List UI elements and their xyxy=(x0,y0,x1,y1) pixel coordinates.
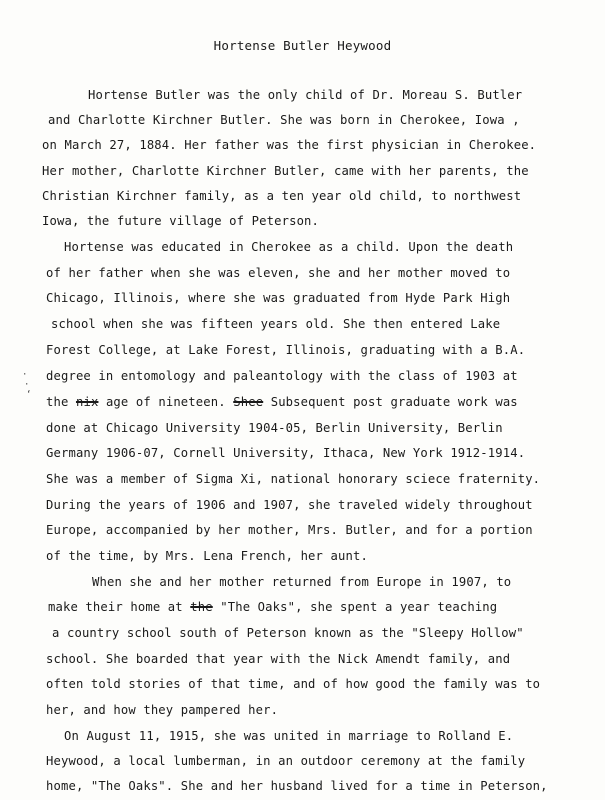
text-line: Forest College, at Lake Forest, Illinois, graduating with a B.A. xyxy=(46,343,526,357)
text-fragment: make their home at xyxy=(48,600,183,614)
text-line: often told stories of that time, and of how good the family was to xyxy=(46,677,541,691)
text-line: home, "The Oaks". She and her husband lived for a time in Peterson, xyxy=(46,779,548,793)
text-line-with-strikeout xyxy=(48,600,497,614)
text-line: a country school south of Peterson known as the "Sleepy Hollow" xyxy=(52,626,524,640)
text-line: On August 11, 1915, she was united in marriage to Rolland E. xyxy=(64,729,514,743)
struck-out-text: nix xyxy=(75,395,99,409)
text-line: Hortense was educated in Cherokee as a child. Upon the death xyxy=(64,240,514,254)
margin-mark: · xyxy=(22,370,28,380)
text-fragment: age of nineteen. xyxy=(105,395,226,409)
page-title: Hortense Butler Heywood xyxy=(213,38,392,53)
text-line: on March 27, 1884. Her father was the first physician in Cherokee. xyxy=(42,138,537,152)
text-line: Heywood, a local lumberman, in an outdoor ceremony at the family xyxy=(46,754,526,768)
text-line: and Charlotte Kirchner Butler. She was born in Cherokee, Iowa , xyxy=(48,113,520,127)
margin-mark: ‘ xyxy=(26,390,32,400)
text-fragment: the xyxy=(46,395,69,409)
text-line: Chicago, Illinois, where she was graduated from Hyde Park High xyxy=(46,291,511,305)
text-line: When she and her mother returned from Europe in 1907, to xyxy=(92,575,512,589)
text-line: Germany 1906-07, Cornell University, Ithaca, New York 1912-1914. xyxy=(46,446,526,460)
text-line: Europe, accompanied by her mother, Mrs. Butler, and for a portion xyxy=(46,523,533,537)
margin-mark: · xyxy=(24,380,30,390)
text-line: her, and how they pampered her. xyxy=(46,703,279,717)
text-line: school. She boarded that year with the Nick Amendt family, and xyxy=(46,652,511,666)
text-fragment: "The Oaks", she spent a year teaching xyxy=(220,600,498,614)
text-line: degree in entomology and paleantology with the class of 1903 at xyxy=(46,369,518,383)
text-line: school when she was fifteen years old. She then entered Lake xyxy=(51,317,501,331)
text-line: Christian Kirchner family, as a ten year old child, to northwest xyxy=(42,189,522,203)
text-line: Iowa, the future village of Peterson. xyxy=(42,214,320,228)
text-line: During the years of 1906 and 1907, she traveled widely throughout xyxy=(46,498,533,512)
text-line: of her father when she was eleven, she and her mother moved to xyxy=(46,266,511,280)
struck-out-text: Shee xyxy=(233,395,264,409)
text-line: done at Chicago University 1904-05, Berlin University, Berlin xyxy=(46,421,503,435)
text-line: She was a member of Sigma Xi, national honorary sciece fraternity. xyxy=(46,472,541,486)
text-line-with-strikeouts xyxy=(46,395,518,409)
text-line: Hortense Butler was the only child of Dr. Moreau S. Butler xyxy=(88,88,523,102)
text-line: of the time, by Mrs. Lena French, her aunt. xyxy=(46,549,368,563)
struck-out-text: the xyxy=(190,600,213,614)
text-fragment: Subsequent post graduate work was xyxy=(270,395,518,409)
text-line: Her mother, Charlotte Kirchner Butler, came with her parents, the xyxy=(42,164,529,178)
